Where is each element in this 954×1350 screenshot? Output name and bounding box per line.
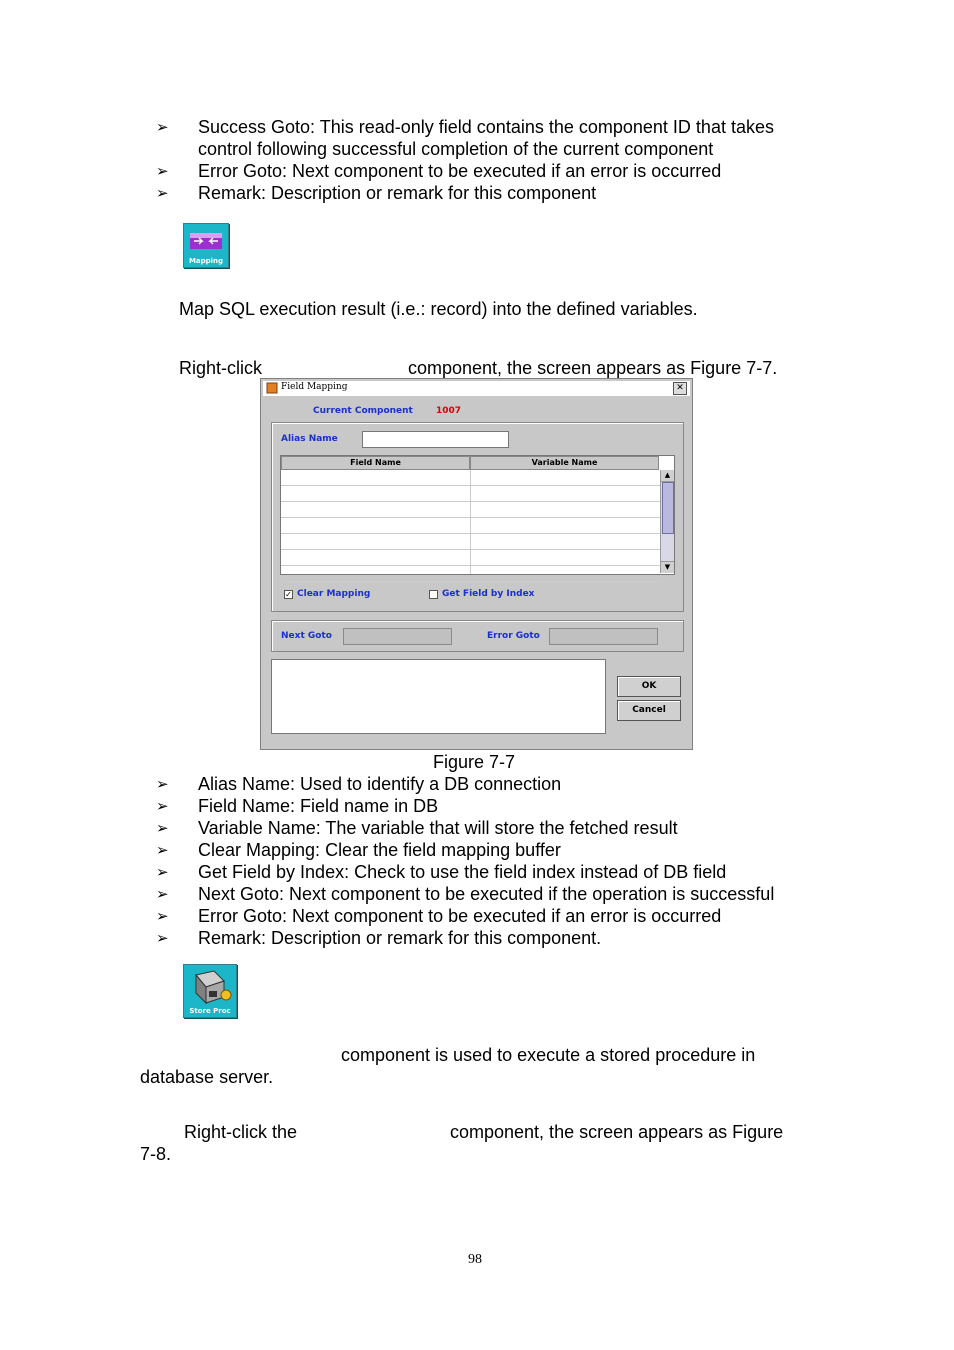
error-goto-field [549,628,658,645]
store-proc-component-icon: Store Proc [183,964,237,1018]
scroll-down-icon[interactable]: ▼ [661,561,674,573]
list-item: ➢ Alias Name: Used to identify a DB connection [156,774,562,794]
alias-name-label: Alias Name [281,434,338,444]
scroll-thumb[interactable] [662,482,674,534]
dialog-titlebar [263,381,690,396]
arrow-bullet-icon: ➢ [156,775,169,793]
table-body [281,470,661,574]
list-item: ➢ Error Goto: Next component to be executed if an error is occurred [156,906,722,926]
table-row[interactable] [281,502,661,518]
list-item-continuation: control following successful completion of the current component [198,139,714,159]
figure-caption: Figure 7-7 [433,752,516,772]
table-row[interactable] [281,550,661,566]
arrow-bullet-icon: ➢ [156,118,169,136]
arrow-bullet-icon: ➢ [156,797,169,815]
column-header-variable-name[interactable]: Variable Name [470,456,659,470]
table-row[interactable] [281,470,661,486]
dialog-title: Field Mapping [281,382,348,392]
alias-name-input[interactable] [362,431,509,448]
clear-mapping-checkbox[interactable]: ✓ [285,590,292,599]
page-number: 98 [468,1252,482,1267]
goto-group [271,620,684,652]
next-goto-field [343,628,452,645]
cancel-button[interactable]: Cancel [617,700,681,721]
column-header-field-name[interactable]: Field Name [281,456,470,470]
column-divider [470,470,471,574]
close-icon[interactable]: ✕ [673,382,687,395]
list-item: ➢ Variable Name: The variable that will store the fetched result [156,818,678,838]
scroll-up-icon[interactable]: ▲ [661,470,674,482]
current-component-value: 1007 [436,406,462,416]
field-mapping-dialog [260,378,693,750]
list-item: ➢ Remark: Description or remark for this component. [156,928,602,948]
arrow-bullet-icon: ➢ [156,885,169,903]
right-click-suffix: component, the screen appears as Figure 7-7. [408,358,778,378]
table-row[interactable] [281,534,661,550]
remark-textarea[interactable] [271,659,606,734]
list-item: ➢ Remark: Description or remark for this component [156,183,597,203]
ok-button[interactable]: OK [617,676,681,697]
right-click-2-tail: 7-8. [140,1144,172,1164]
table-scrollbar[interactable] [660,470,674,573]
mapping-group [271,422,684,612]
storeproc-description-line1: component is used to execute a stored procedure in [341,1045,756,1065]
bullet-list-mid [150,773,774,949]
arrow-bullet-icon: ➢ [156,162,169,180]
error-goto-label: Error Goto [487,631,540,641]
get-field-by-index-label: Get Field by Index [442,589,535,599]
list-item: ➢ Success Goto: This read-only field contains the component ID that takes [156,117,774,137]
list-item: ➢ Error Goto: Next component to be executed if an error is occurred [156,161,722,181]
arrow-bullet-icon: ➢ [156,184,169,202]
next-goto-label: Next Goto [281,631,332,641]
mapping-component-icon: Mapping [183,223,229,268]
mapping-description: Map SQL execution result (i.e.: record) into the defined variables. [179,299,698,319]
arrow-bullet-icon: ➢ [156,929,169,947]
list-item: ➢ Get Field by Index: Check to use the field index instead of DB field [156,862,727,882]
mapping-table [280,455,675,575]
arrow-bullet-icon: ➢ [156,863,169,881]
list-item: ➢ Clear Mapping: Clear the field mapping buffer [156,840,561,860]
table-row[interactable] [281,486,661,502]
app-icon [266,382,278,394]
right-click-2-prefix: Right-click the [184,1122,298,1142]
table-row[interactable] [281,518,661,534]
arrow-bullet-icon: ➢ [156,841,169,859]
list-item: ➢ Next Goto: Next component to be executed if the operation is successful [156,884,775,904]
clear-mapping-label: Clear Mapping [297,589,371,599]
right-click-prefix: Right-click [179,358,263,378]
bullet-list-top [150,116,774,204]
get-field-by-index-checkbox[interactable] [429,590,438,599]
arrow-bullet-icon: ➢ [156,907,169,925]
storeproc-description-line2: database server. [140,1067,274,1087]
right-click-2-suffix: component, the screen appears as Figure [450,1122,784,1142]
arrow-bullet-icon: ➢ [156,819,169,837]
table-row[interactable] [281,566,661,582]
current-component-label: Current Component [313,406,413,416]
list-item: ➢ Field Name: Field name in DB [156,796,439,816]
